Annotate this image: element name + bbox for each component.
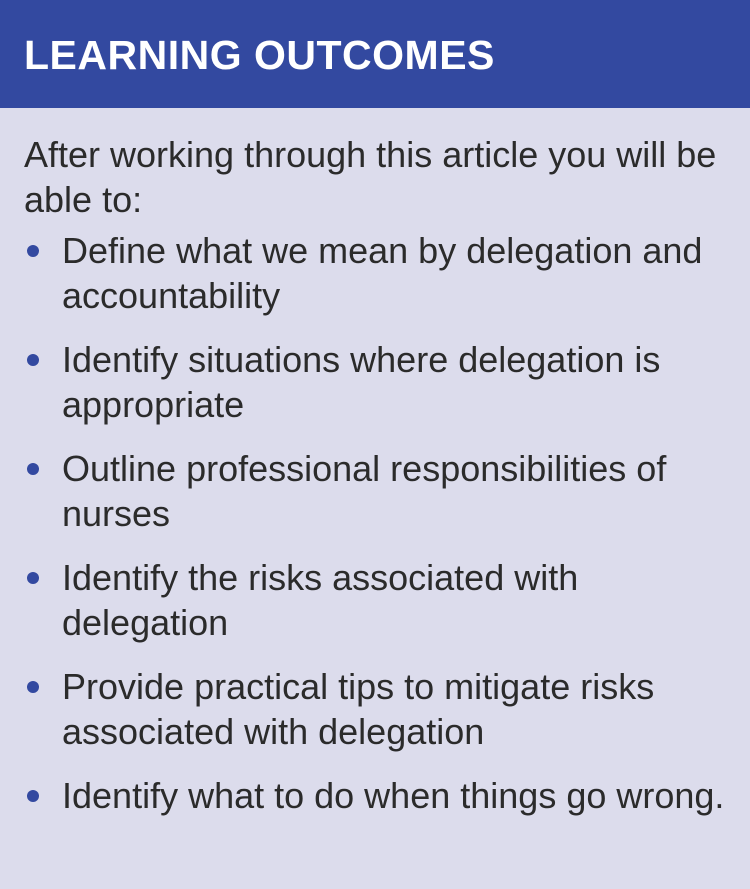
box-header (0, 0, 750, 108)
list-item (24, 337, 730, 427)
bullet-icon (27, 354, 39, 366)
list-item-text: Provide practical tips to mitigate risks associated with delegation (62, 666, 655, 752)
list-item-text: Identify what to do when things go wrong. (62, 775, 725, 816)
box-content (0, 108, 750, 818)
list-item (24, 228, 730, 318)
list-item-text: Define what we mean by delegation and accountability (62, 230, 703, 316)
list-item-text: Outline professional responsibilities of nurses (62, 448, 667, 534)
list-item (24, 664, 730, 754)
outcomes-list (24, 228, 730, 818)
list-item (24, 446, 730, 536)
box-title: LEARNING OUTCOMES (24, 31, 495, 78)
list-item (24, 555, 730, 645)
list-item-text: Identify the risks associated with delegation (62, 557, 579, 643)
intro-text: After working through this article you will be able to: (24, 134, 717, 220)
bullet-icon (27, 681, 39, 693)
bullet-icon (27, 572, 39, 584)
bullet-icon (27, 790, 39, 802)
list-item-text: Identify situations where delegation is appropriate (62, 339, 661, 425)
bullet-icon (27, 463, 39, 475)
bullet-icon (27, 245, 39, 257)
list-item (24, 773, 730, 818)
